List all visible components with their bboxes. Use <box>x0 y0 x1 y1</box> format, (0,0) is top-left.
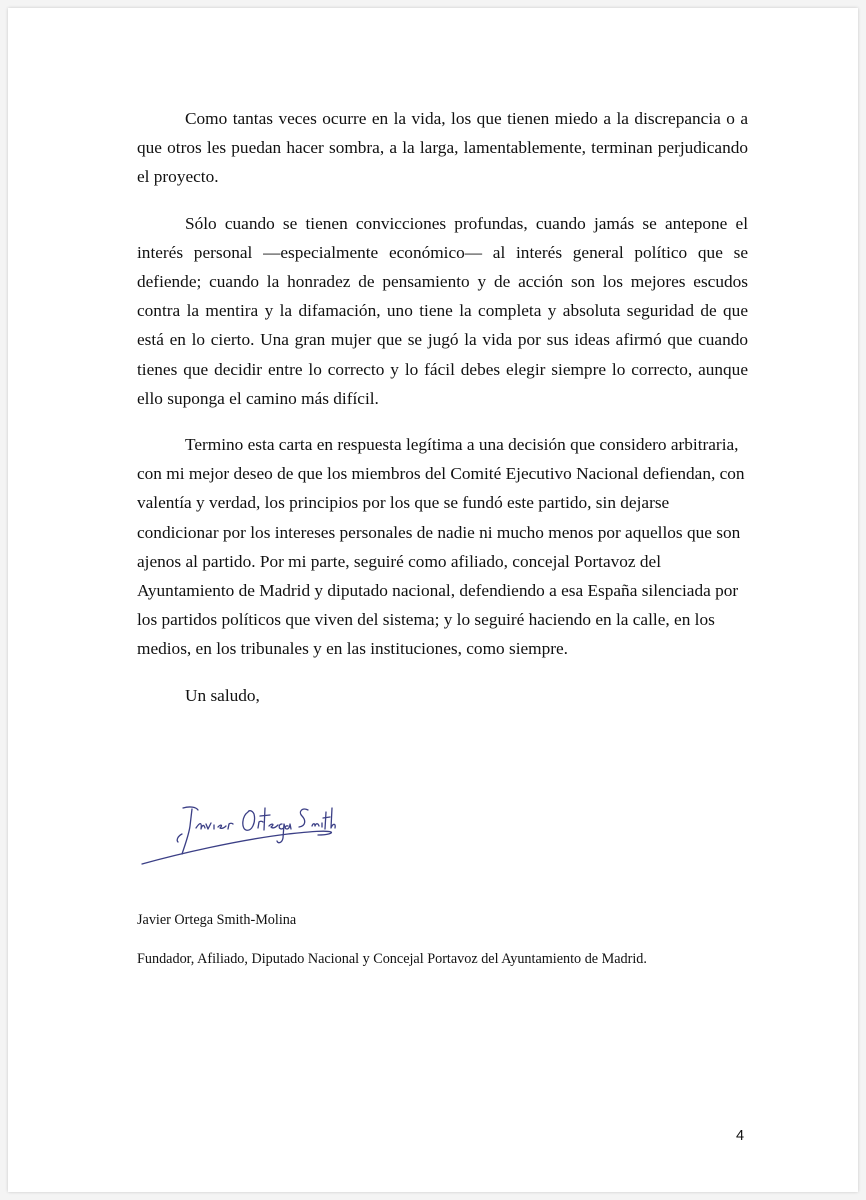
letter-body <box>137 104 748 710</box>
paragraph-2: Sólo cuando se tienen convicciones profundas, cuando jamás se antepone el interés personal —especialmente económico— al interés general político que se defiende; cuando la honradez de pensamiento y de acción son los mejores escudos contra la mentira y la difamación, uno tiene la completa y absoluta seguridad de que está en lo cierto. Una gran mujer que se jugó la vida por sus ideas afirmó que cuando tienes que decidir entre lo correcto y lo fácil debes elegir siempre lo correcto, aunque ello suponga el camino más difícil. <box>137 213 748 408</box>
document-page <box>8 8 858 1192</box>
signer-name: Javier Ortega Smith-Molina <box>137 912 297 928</box>
signature-drawing <box>138 798 338 873</box>
paragraph-3: Termino esta carta en respuesta legítima a una decisión que considero arbitraria, con mi mejor deseo de que los miembros del Comité Ejecutivo Nacional defiendan, con valentía y verdad, los principios por los que se fundó este partido, sin dejarse condicionar por los intereses personales de nadie ni mucho menos por aquellos que son ajenos al partido. Por mi parte, seguiré como afiliado, concejal Portavoz del Ayuntamiento de Madrid y diputado nacional, defendiendo a esa España silenciada por los partidos políticos que viven del sistema; y lo seguiré haciendo en la calle, en los medios, en los tribunales y en las instituciones, como siempre. <box>137 435 745 659</box>
page-number: 4 <box>736 1128 745 1144</box>
handwritten-signature <box>138 798 338 873</box>
signer-title: Fundador, Afiliado, Diputado Nacional y Concejal Portavoz del Ayuntamiento de Madrid. <box>137 951 647 967</box>
paragraph-1: Como tantas veces ocurre en la vida, los que tienen miedo a la discrepancia o a que otros les puedan hacer sombra, a la larga, lamentablemente, terminan perjudicando el proyecto. <box>137 109 748 187</box>
closing-salutation: Un saludo, <box>185 685 260 705</box>
